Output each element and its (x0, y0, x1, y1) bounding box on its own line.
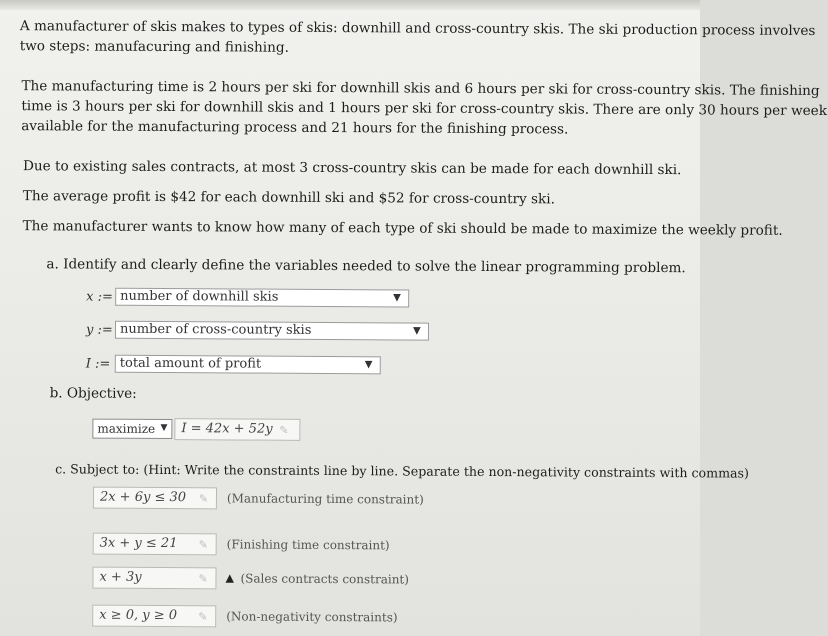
problem-text: Due to existing sales contracts, at most 3 cross-country skis can be made for each downhill ski. (22, 158, 682, 179)
constraint-1-note: (Manufacturing time constraint) (226, 491, 424, 507)
problem-text: two steps: manufacuring and finishing. (19, 38, 289, 56)
part-a-label: a. Identify and clearly define the variables needed to solve the linear programming problem. (46, 256, 686, 277)
var-i-select[interactable] (115, 355, 381, 375)
objective-expression: I = 42x + 52y (181, 421, 273, 437)
constraint-1-expression: 2x + 6y ≤ 30 (99, 489, 187, 506)
var-i-symbol: I := (85, 356, 111, 372)
var-x-select[interactable] (115, 288, 409, 308)
constraint-2-note: (Finishing time constraint) (226, 537, 390, 553)
warning-icon: ▲ (225, 571, 234, 585)
problem-text: time is 3 hours per ski for downhill skis and 1 hours per ski for cross-country skis. There are only 30 hours per week (21, 98, 828, 120)
pencil-icon[interactable]: ✎ (198, 572, 208, 586)
problem-text: available for the manufacturing process and 21 hours for the finishing process. (21, 118, 569, 138)
part-c-label: c. Subject to: (Hint: Write the constraints line by line. Separate the non-negativity constraints with commas) (55, 461, 749, 481)
constraint-4-note: (Non-negativity constraints) (226, 609, 398, 625)
pencil-icon[interactable]: ✎ (198, 538, 208, 552)
chevron-down-icon: ▼ (412, 325, 421, 337)
part-b-label: b. Objective: (49, 385, 137, 402)
top-edge (0, 0, 700, 10)
var-y-select[interactable] (115, 321, 429, 341)
problem-text: The manufacturer wants to know how many of each type of ski should be made to maximize the weekly profit. (22, 218, 783, 239)
constraint-3-expression: x + 3y (99, 569, 142, 585)
objective-type-select[interactable] (92, 419, 172, 439)
pencil-icon[interactable]: ✎ (279, 423, 289, 437)
var-x-value: number of downhill skis (120, 288, 279, 305)
chevron-down-icon: ▼ (364, 359, 373, 371)
problem-text: The average profit is $42 for each downhill ski and $52 for cross-country ski. (22, 188, 556, 208)
objective-type-value: maximize (97, 421, 156, 436)
var-y-value: number of cross-country skis (119, 321, 312, 338)
pencil-icon[interactable]: ✎ (198, 610, 208, 624)
constraint-2-expression: 3x + y ≤ 21 (99, 535, 178, 552)
var-x-symbol: x := (86, 289, 113, 305)
pencil-icon[interactable]: ✎ (198, 492, 209, 506)
var-y-symbol: y := (85, 322, 113, 338)
constraint-4-expression: x ≥ 0, y ≥ 0 (99, 607, 178, 624)
problem-text: A manufacturer of skis makes to types of skis: downhill and cross-country skis. The ski production process involves (19, 18, 816, 39)
constraint-3-note: (Sales contracts constraint) (240, 571, 410, 587)
chevron-down-icon: ▼ (160, 422, 168, 434)
chevron-down-icon: ▼ (393, 292, 401, 304)
var-i-value: total amount of profit (119, 355, 262, 372)
problem-text: The manufacturing time is 2 hours per ski for downhill skis and 6 hours per ski for cross-country skis. The finishing (21, 78, 820, 100)
